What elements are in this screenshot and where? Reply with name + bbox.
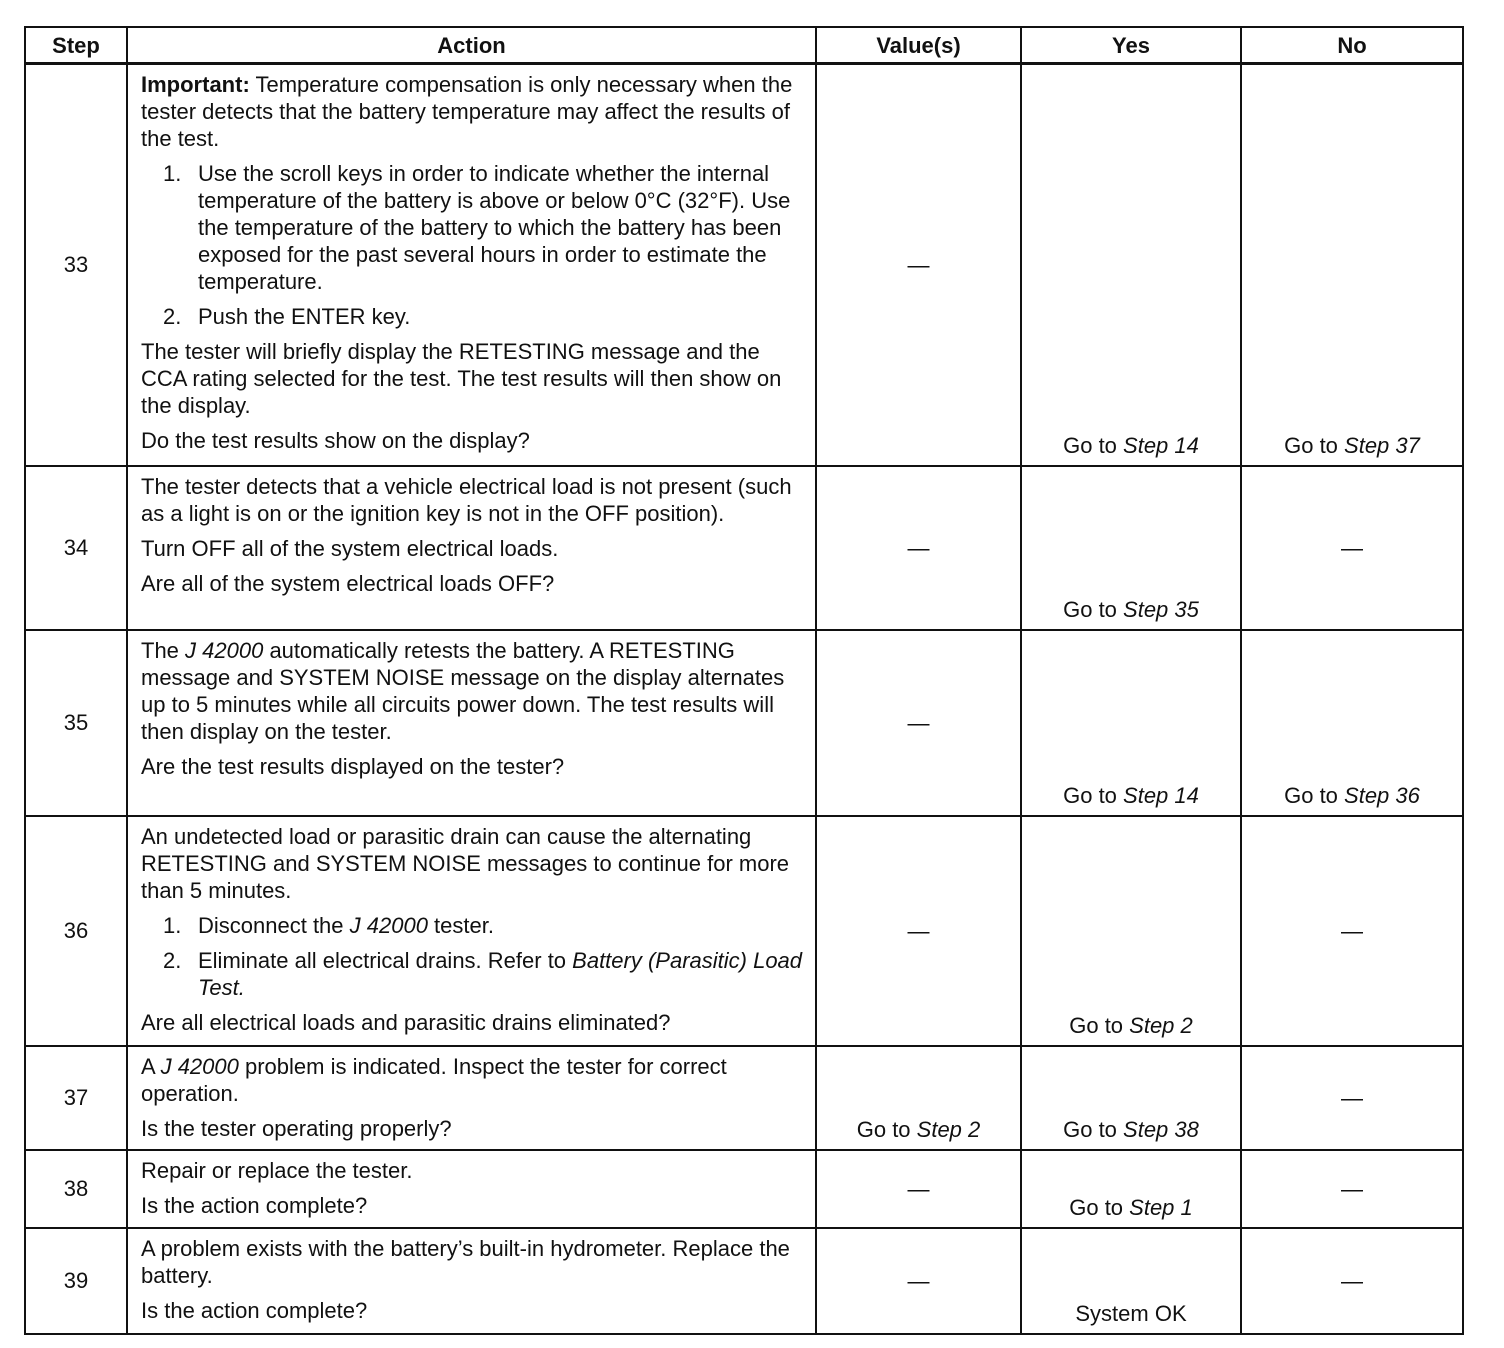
step-number: 34 xyxy=(25,466,127,630)
header-values: Value(s) xyxy=(816,27,1021,64)
no-text: — xyxy=(1341,535,1363,560)
action-list xyxy=(141,160,805,330)
value-cell xyxy=(816,1228,1021,1334)
table-row xyxy=(25,466,1463,630)
list-item: 1. Disconnect the J 42000 tester. xyxy=(163,912,494,938)
value-text: — xyxy=(907,918,930,943)
action-question: Is the tester operating properly? xyxy=(141,1115,452,1141)
action-cell xyxy=(127,630,816,816)
value-text: — xyxy=(907,1268,930,1293)
yes-cell xyxy=(1021,1150,1241,1228)
list-item: 1. Use the scroll keys in order to indicate whether the internal temperature of the battery is above or below 0°C (32°F). Use the temperature of the battery to which the battery has been exposed for the past several hours in order to estimate the temperature. xyxy=(163,161,791,294)
no-prefix: Go to xyxy=(1284,432,1345,458)
no-link[interactable] xyxy=(1242,782,1462,809)
no-text: — xyxy=(1341,1176,1363,1201)
no-cell xyxy=(1241,1150,1463,1228)
action-cell xyxy=(127,1046,816,1150)
tool-ref: J 42000 xyxy=(185,637,264,663)
no-cell xyxy=(1241,1046,1463,1150)
no-text: — xyxy=(1341,1085,1363,1110)
header-yes: Yes xyxy=(1021,27,1241,64)
step-number: 36 xyxy=(25,816,127,1046)
action-text xyxy=(141,637,805,745)
table-row xyxy=(25,1228,1463,1334)
value-cell xyxy=(816,1150,1021,1228)
value-prefix: Go to xyxy=(856,1116,917,1142)
no-cell xyxy=(1241,1228,1463,1334)
text-part: The xyxy=(141,637,186,663)
action-cell xyxy=(127,466,816,630)
step-number: 39 xyxy=(25,1228,127,1334)
text-part: Eliminate all electrical drains. Refer to xyxy=(198,947,573,973)
action-question: Are the test results displayed on the tester? xyxy=(141,753,565,779)
table-row xyxy=(25,630,1463,816)
step-number: 37 xyxy=(25,1046,127,1150)
value-step: Step 2 xyxy=(916,1116,981,1142)
no-cell xyxy=(1241,466,1463,630)
yes-prefix: Go to xyxy=(1063,432,1124,458)
list-item-text: Use the scroll keys in order to indicate whether the internal temperature of the battery is above or below 0°C (32°F). Use the temperature of the battery to which the battery has been exposed for the past several hours in order to estimate the temperature. xyxy=(198,161,791,294)
important-label: Important: xyxy=(141,72,250,97)
action-cell xyxy=(127,816,816,1046)
text-part: A xyxy=(141,1053,161,1079)
yes-step: Step 1 xyxy=(1129,1194,1193,1220)
yes-cell xyxy=(1021,64,1241,466)
no-step: Step 37 xyxy=(1344,432,1420,458)
no-link[interactable] xyxy=(1242,432,1462,459)
header-step: Step xyxy=(25,27,127,64)
value-cell xyxy=(816,816,1021,1046)
value-cell xyxy=(816,630,1021,816)
yes-cell xyxy=(1021,630,1241,816)
no-step: Step 36 xyxy=(1344,782,1420,808)
yes-prefix: Go to xyxy=(1069,1194,1130,1220)
diagnostic-table-page xyxy=(24,26,1464,1335)
value-text: — xyxy=(907,710,930,735)
yes-text: System OK xyxy=(1075,1300,1187,1326)
step-number: 33 xyxy=(25,64,127,466)
action-note: The tester will briefly display the RETESTING message and the CCA rating selected for the test. The test results will then show on the display. xyxy=(141,339,782,418)
yes-prefix: Go to xyxy=(1063,1116,1124,1142)
yes-link[interactable] xyxy=(1022,1116,1240,1143)
header-row xyxy=(25,27,1463,64)
yes-prefix: Go to xyxy=(1069,1012,1130,1038)
action-question: Is the action complete? xyxy=(141,1192,368,1218)
no-cell xyxy=(1241,816,1463,1046)
list-item-text: Push the ENTER key. xyxy=(198,304,411,329)
text-part: automatically retests the battery. A RETESTING message and SYSTEM NOISE message on the display alternates up to 5 minutes while all circuits power down. The test results will then display on the tester. xyxy=(141,637,785,744)
tool-ref: J 42000 xyxy=(160,1053,239,1079)
action-question: Are all electrical loads and parasitic drains eliminated? xyxy=(141,1009,671,1035)
action-question: Are all of the system electrical loads OFF? xyxy=(141,570,555,596)
no-text: — xyxy=(1341,1268,1363,1293)
action-text: A problem exists with the battery’s built-in hydrometer. Replace the battery. xyxy=(141,1235,790,1288)
text-part: Disconnect the xyxy=(198,912,350,938)
yes-link[interactable] xyxy=(1022,1194,1240,1221)
yes-cell xyxy=(1021,1228,1241,1334)
step-number: 35 xyxy=(25,630,127,816)
yes-prefix: Go to xyxy=(1063,782,1124,808)
table-row xyxy=(25,1046,1463,1150)
yes-step: Step 14 xyxy=(1123,432,1199,458)
action-question: Is the action complete? xyxy=(141,1297,368,1323)
step-number: 38 xyxy=(25,1150,127,1228)
action-text: The tester detects that a vehicle electrical load is not present (such as a light is on or the ignition key is not in the OFF position). xyxy=(141,473,792,526)
text-part: tester. xyxy=(427,912,494,938)
diagnostic-table xyxy=(24,26,1464,1335)
table-row xyxy=(25,816,1463,1046)
yes-step: Step 2 xyxy=(1129,1012,1193,1038)
action-list xyxy=(141,912,805,1001)
value-text: — xyxy=(907,535,930,560)
action-instruction: Turn OFF all of the system electrical loads. xyxy=(141,535,559,561)
list-item: 2. Push the ENTER key. xyxy=(163,304,411,329)
yes-step: Step 35 xyxy=(1123,596,1199,622)
no-cell xyxy=(1241,630,1463,816)
yes-cell xyxy=(1021,466,1241,630)
important-note xyxy=(141,71,805,152)
action-cell xyxy=(127,1228,816,1334)
value-text: — xyxy=(907,1176,930,1201)
yes-link[interactable] xyxy=(1022,1012,1240,1039)
text-part: problem is indicated. Inspect the tester for correct operation. xyxy=(141,1053,727,1106)
yes-link[interactable] xyxy=(1022,432,1240,459)
value-cell xyxy=(816,64,1021,466)
action-question: Do the test results show on the display? xyxy=(141,428,530,453)
yes-step: Step 14 xyxy=(1123,782,1199,808)
table-row xyxy=(25,64,1463,466)
action-text: Repair or replace the tester. xyxy=(141,1157,413,1183)
yes-cell xyxy=(1021,1046,1241,1150)
action-cell xyxy=(127,64,816,466)
yes-link[interactable] xyxy=(1022,596,1240,623)
no-cell xyxy=(1241,64,1463,466)
action-text: An undetected load or parasitic drain can cause the alternating RETESTING and SYSTEM NOISE messages to continue for more than 5 minutes. xyxy=(141,823,790,903)
value-link[interactable] xyxy=(817,1116,1020,1143)
important-text: Temperature compensation is only necessary when the tester detects that the battery temperature may affect the results of the test. xyxy=(141,72,793,151)
no-prefix: Go to xyxy=(1284,782,1345,808)
yes-step: Step 38 xyxy=(1123,1116,1199,1142)
no-text: — xyxy=(1341,918,1363,943)
value-cell xyxy=(816,466,1021,630)
tool-ref: J 42000 xyxy=(349,912,428,938)
yes-prefix: Go to xyxy=(1063,596,1124,622)
table-row xyxy=(25,1150,1463,1228)
yes-link[interactable] xyxy=(1022,782,1240,809)
procedure-ref[interactable]: Battery (Parasitic) Load Test. xyxy=(198,947,803,1000)
value-text: — xyxy=(907,252,930,278)
list-item: 2. Eliminate all electrical drains. Refer to Battery (Parasitic) Load Test. xyxy=(163,947,803,1000)
action-cell xyxy=(127,1150,816,1228)
header-no: No xyxy=(1241,27,1463,64)
value-cell xyxy=(816,1046,1021,1150)
action-text xyxy=(141,1053,805,1107)
yes-cell xyxy=(1021,816,1241,1046)
header-action: Action xyxy=(127,27,816,64)
